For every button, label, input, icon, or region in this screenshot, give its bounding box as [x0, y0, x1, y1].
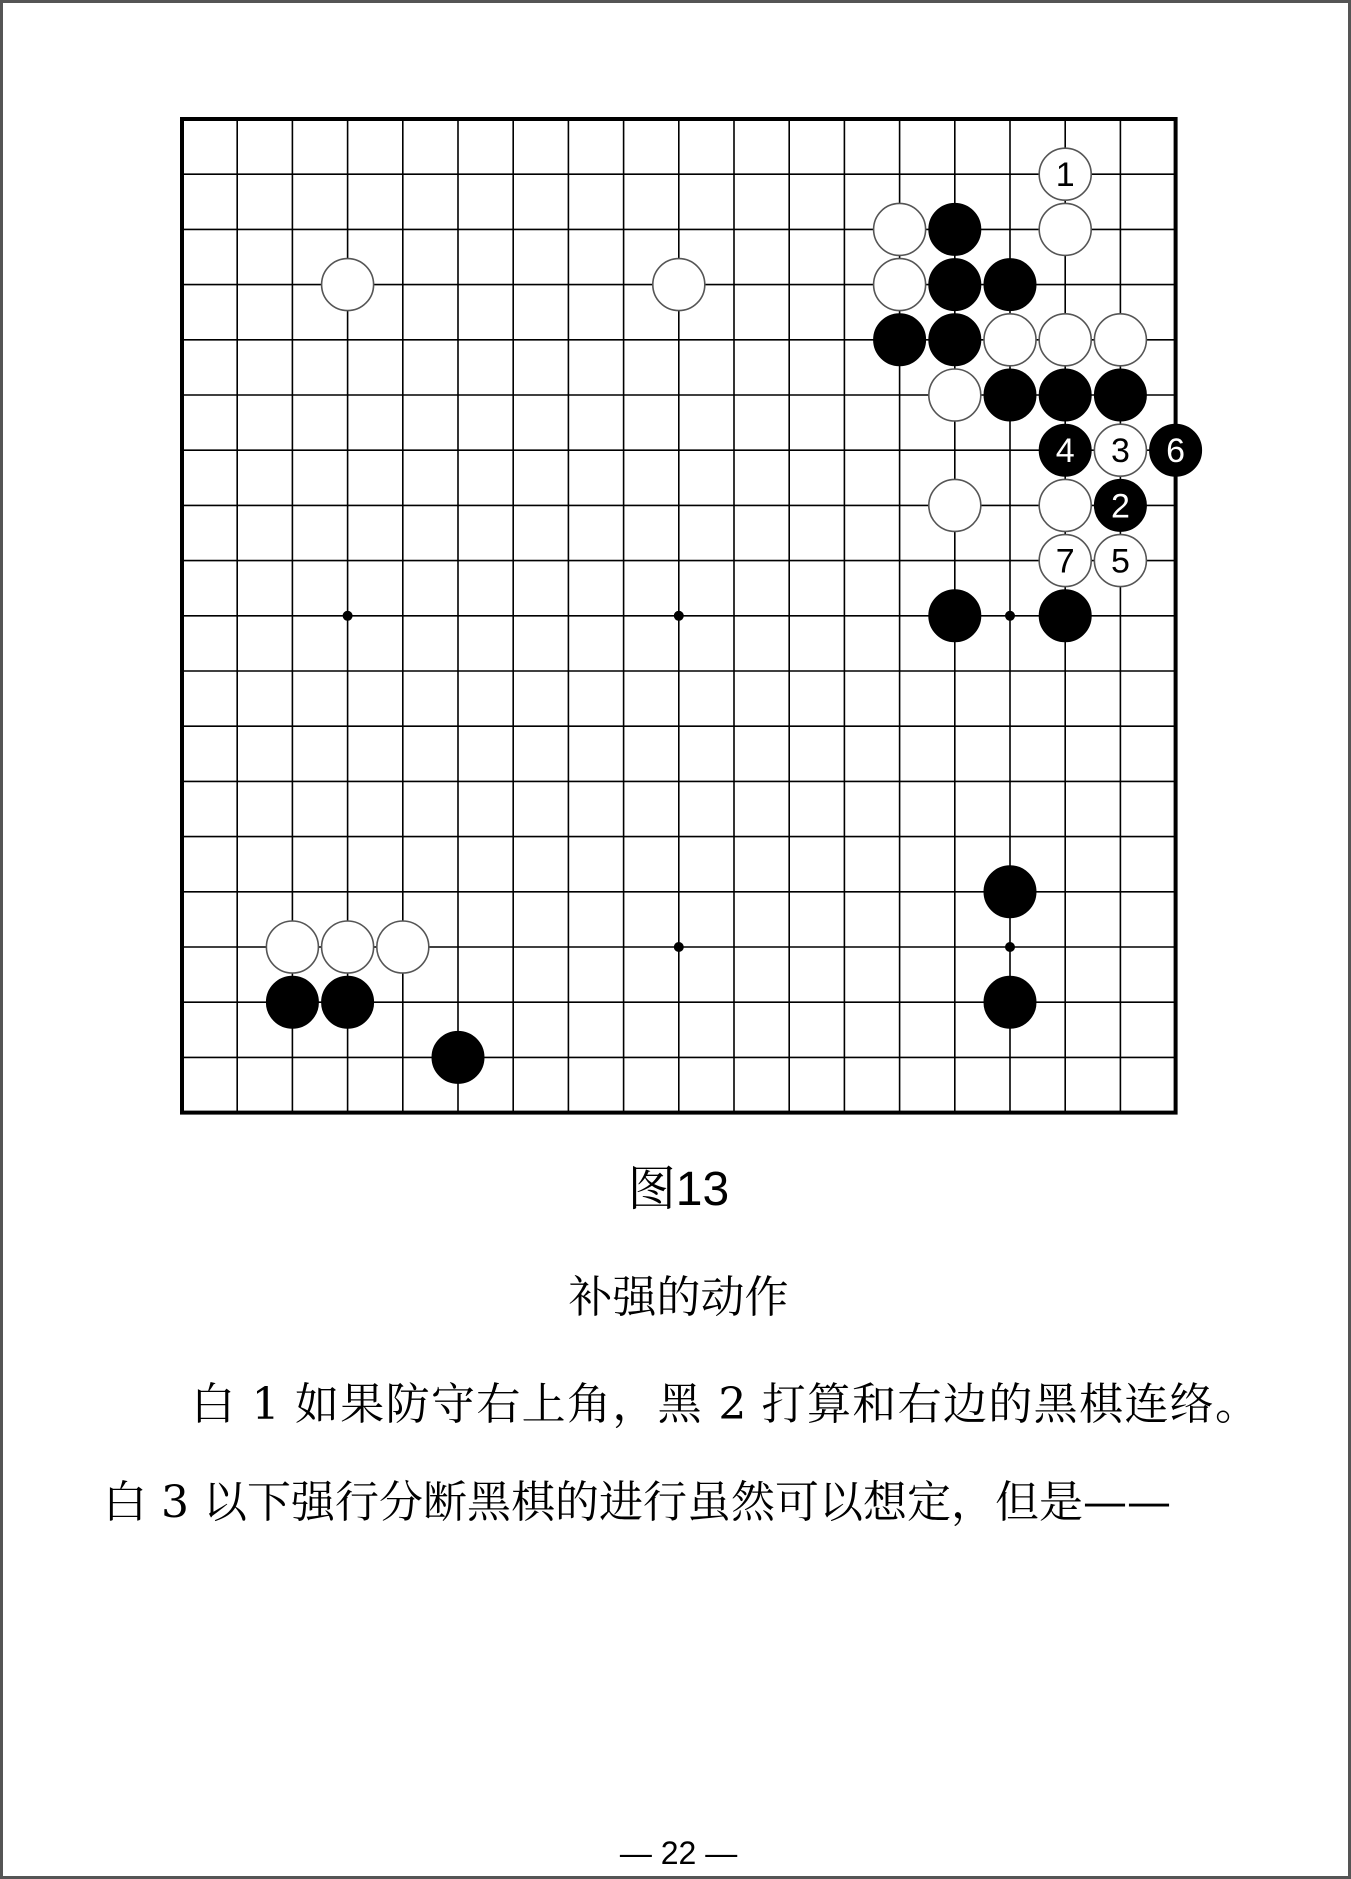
black-stone	[984, 866, 1036, 918]
black-stone	[929, 590, 981, 642]
white-stone	[1039, 203, 1091, 255]
black-stone	[322, 976, 374, 1028]
white-stone	[266, 921, 318, 973]
move-number-label: 1	[1055, 156, 1075, 195]
move-number-label: 2	[1110, 487, 1130, 526]
star-point	[343, 611, 353, 621]
move-number-label: 6	[1166, 432, 1186, 471]
black-stone	[929, 203, 981, 255]
black-stone	[984, 976, 1036, 1028]
white-stone	[377, 921, 429, 973]
black-stone	[984, 369, 1036, 421]
star-point	[1005, 942, 1015, 952]
white-stone	[874, 259, 926, 311]
black-stone	[984, 259, 1036, 311]
body-paragraph: 白 1 如果防守右上角，黑 2 打算和右边的黑棋连络。白 3 以下强行分断黑棋的进行虽然可以想定，但是——	[103, 1379, 1259, 1528]
white-stone	[322, 921, 374, 973]
star-point	[674, 611, 684, 621]
black-stone	[929, 314, 981, 366]
black-stone	[874, 314, 926, 366]
move-number-label: 3	[1110, 432, 1130, 471]
black-stone	[432, 1031, 484, 1083]
page-number: — 22 —	[619, 1835, 738, 1871]
figure-caption: 图13	[627, 1163, 730, 1216]
move-number-label: 4	[1055, 432, 1075, 471]
white-stone	[1039, 314, 1091, 366]
black-stone	[1039, 369, 1091, 421]
move-number-label: 5	[1110, 542, 1130, 581]
white-stone	[874, 203, 926, 255]
star-point	[1005, 611, 1015, 621]
black-stone	[1094, 369, 1146, 421]
white-stone	[929, 369, 981, 421]
black-stone	[1039, 590, 1091, 642]
black-stone	[929, 259, 981, 311]
black-stone	[266, 976, 318, 1028]
move-number-label: 7	[1055, 542, 1075, 581]
white-stone	[322, 259, 374, 311]
section-title: 补强的动作	[568, 1272, 789, 1323]
white-stone	[653, 259, 705, 311]
white-stone	[984, 314, 1036, 366]
white-stone	[1094, 314, 1146, 366]
go-board-diagram	[3, 3, 1351, 1133]
white-stone	[929, 479, 981, 531]
star-point	[674, 942, 684, 952]
white-stone	[1039, 479, 1091, 531]
